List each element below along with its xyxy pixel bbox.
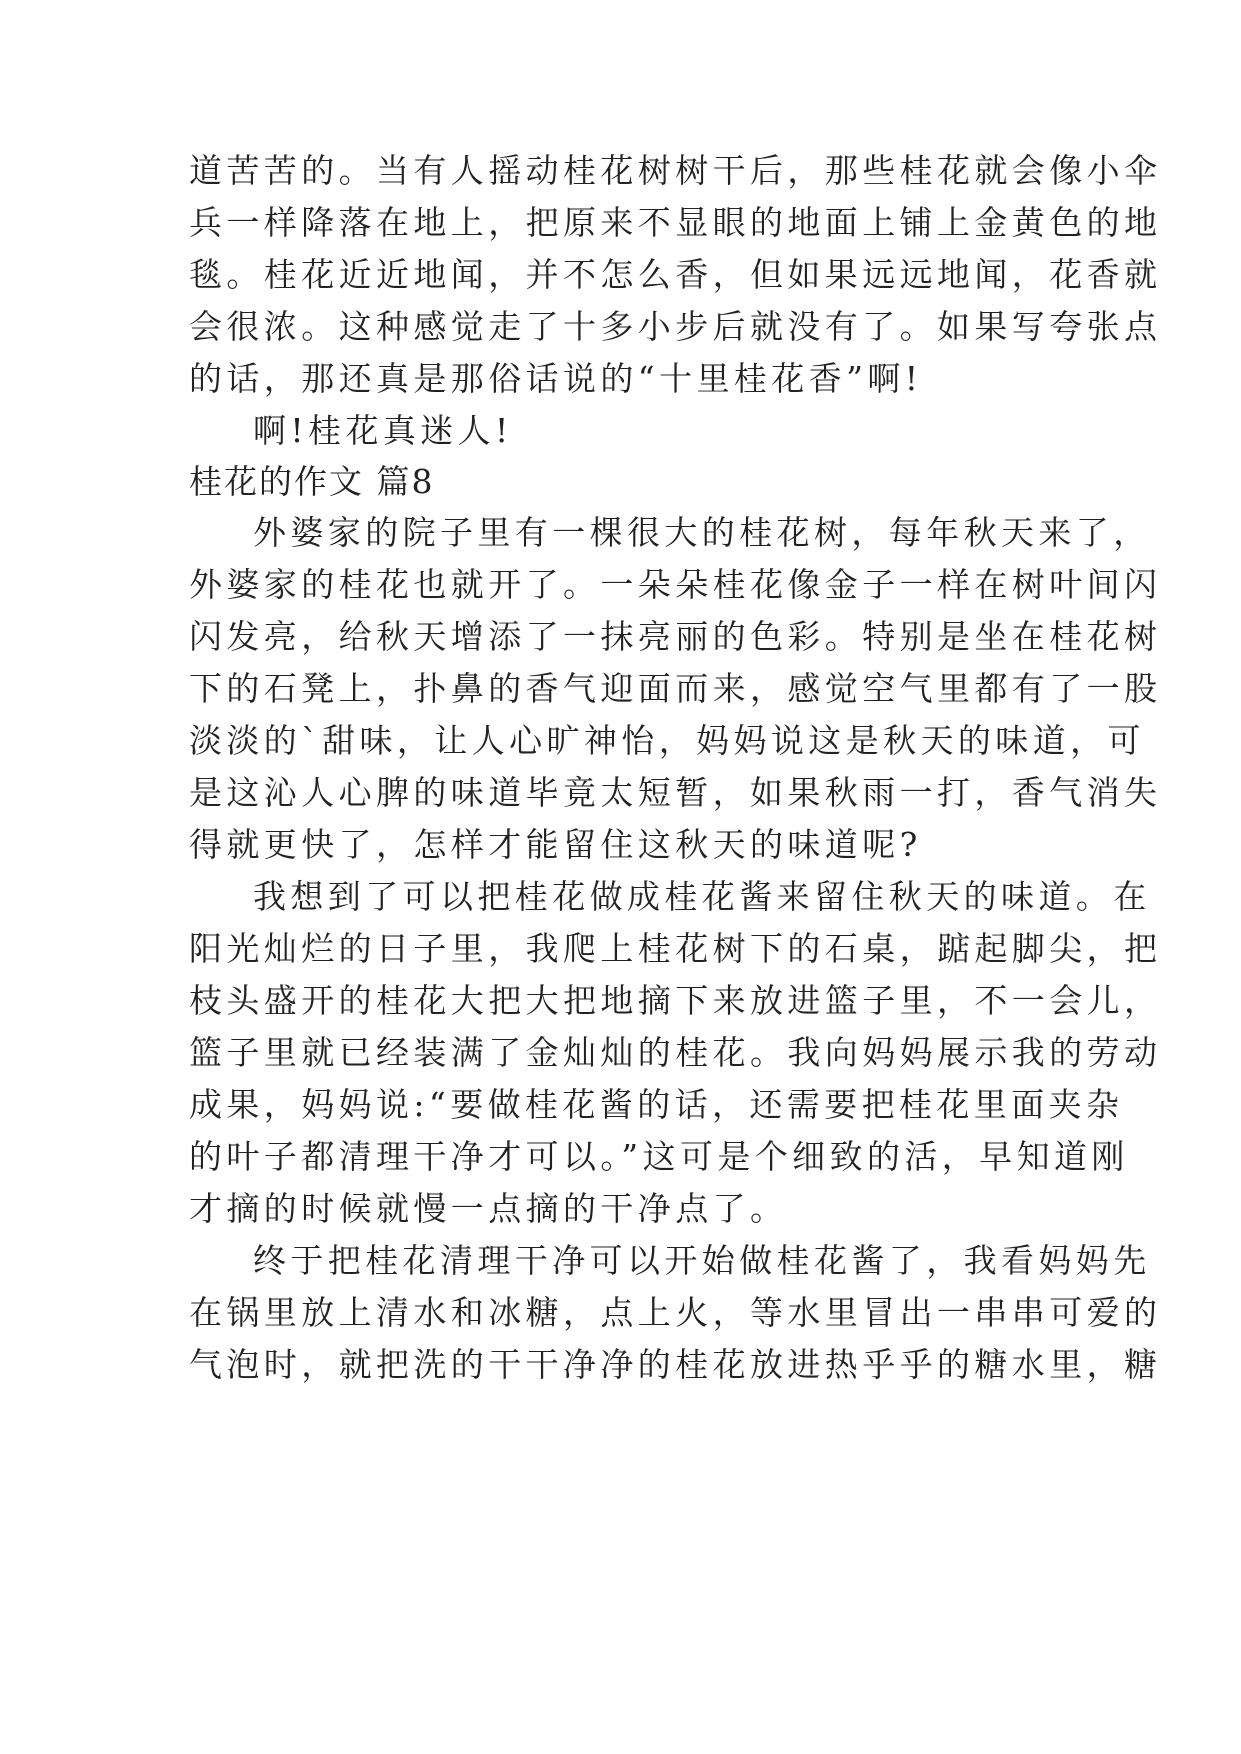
text-line: 气泡时，就把洗的干干净净的桂花放进热乎乎的糖水里，糖 (189, 1345, 1162, 1384)
text-line: 得就更快了，怎样才能留住这秋天的味道呢? (189, 825, 922, 864)
text-line: 会很浓。这种感觉走了十多小步后就没有了。如果写夸张点 (189, 307, 1162, 346)
text-line: 外婆家的桂花也就开了。一朵朵桂花像金子一样在树叶间闪 (189, 565, 1162, 604)
section-heading: 桂花的作文 篇8 (189, 462, 435, 501)
text-line: 的叶子都清理干净才可以。”这可是个细致的活，早知道刚 (189, 1137, 1129, 1176)
text-line: 阳光灿烂的日子里，我爬上桂花树下的石桌，踮起脚尖，把 (189, 929, 1162, 968)
text-line: 在锅里放上清水和冰糖，点上火，等水里冒出一串串可爱的 (189, 1293, 1162, 1332)
text-line: 兵一样降落在地上，把原来不显眼的地面上铺上金黄色的地 (189, 203, 1162, 242)
text-line: 成果，妈妈说:“要做桂花酱的话，还需要把桂花里面夹杂 (189, 1085, 1124, 1124)
text-line: 下的石凳上，扑鼻的香气迎面而来，感觉空气里都有了一股 (189, 669, 1162, 708)
text-line: 淡淡的`甜味，让人心旷神怡，妈妈说这是秋天的味道，可 (189, 721, 1145, 760)
text-line: 篮子里就已经装满了金灿灿的桂花。我向妈妈展示我的劳动 (189, 1033, 1162, 1072)
text-line: 的话，那还真是那俗话说的“十里桂花香”啊! (189, 359, 923, 398)
text-line: 终于把桂花清理干净可以开始做桂花酱了，我看妈妈先 (253, 1241, 1151, 1280)
text-line: 才摘的时候就慢一点摘的干净点了。 (189, 1189, 788, 1228)
text-line: 枝头盛开的桂花大把大把地摘下来放进篮子里，不一会儿， (189, 981, 1162, 1020)
text-line: 闪发亮，给秋天增添了一抹亮丽的色彩。特别是坐在桂花树 (189, 617, 1162, 656)
text-line: 道苦苦的。当有人摇动桂花树树干后，那些桂花就会像小伞 (189, 151, 1162, 190)
text-line: 我想到了可以把桂花做成桂花酱来留住秋天的味道。在 (253, 877, 1151, 916)
text-line: 毯。桂花近近地闻，并不怎么香，但如果远远地闻，花香就 (189, 255, 1162, 294)
text-line: 是这沁人心脾的味道毕竟太短暂，如果秋雨一打，香气消失 (189, 773, 1162, 812)
text-line: 外婆家的院子里有一棵很大的桂花树，每年秋天来了， (253, 513, 1151, 552)
text-line: 啊!桂花真迷人! (253, 411, 513, 450)
